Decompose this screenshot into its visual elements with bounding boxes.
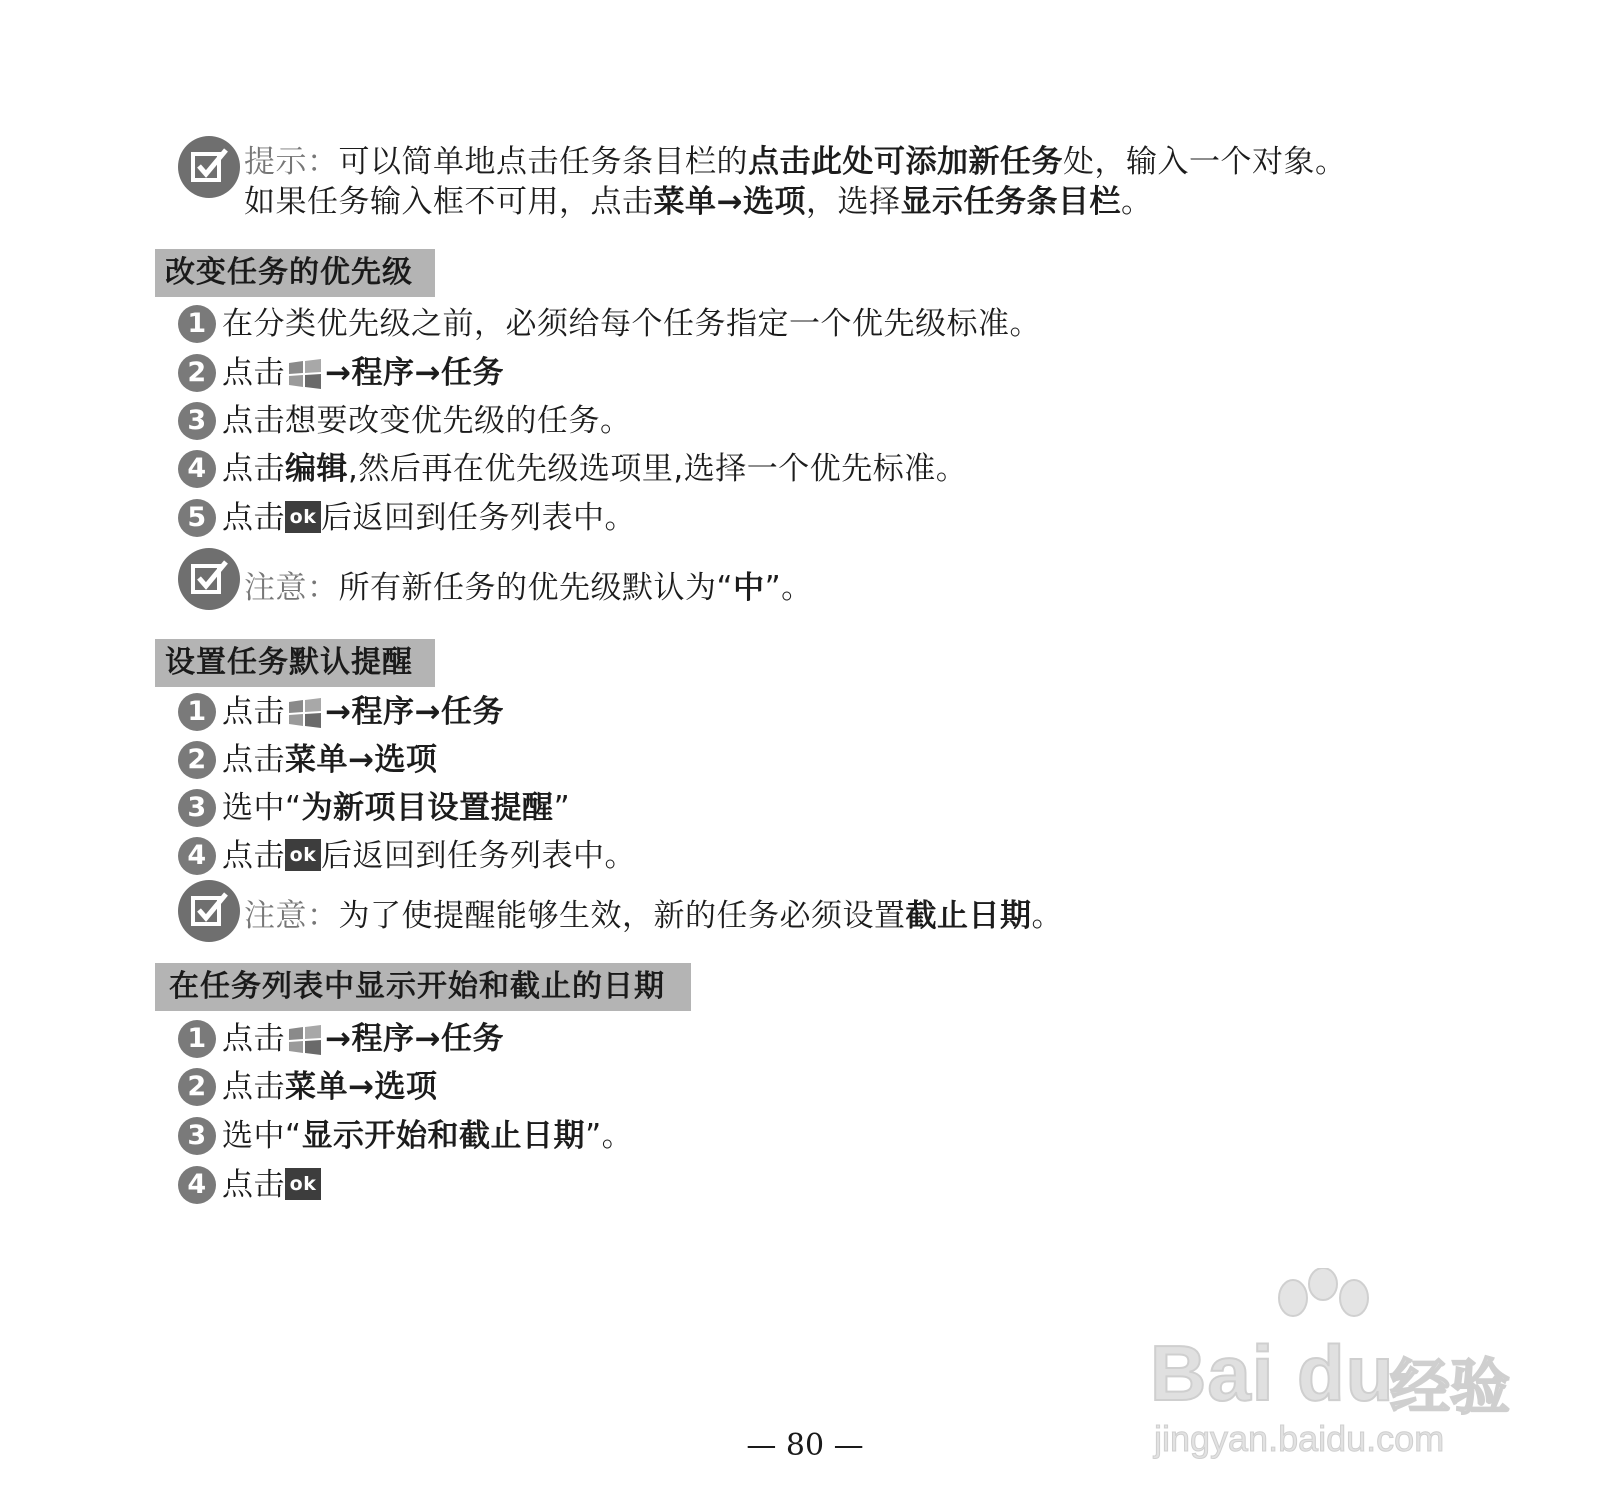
section-header: 设置任务默认提醒 (155, 639, 435, 687)
step-item (178, 1114, 633, 1158)
note-text (244, 896, 1063, 936)
step-bold-text: 选项 (374, 1069, 438, 1105)
step-text: 点击 (222, 500, 285, 536)
step-bold-text: 程序 (351, 694, 415, 730)
section-header: 改变任务的优先级 (155, 249, 435, 297)
tip-text-part: 处，输入一个对象。 (1063, 144, 1347, 180)
step-number: 2 (178, 354, 216, 392)
tip-text-part: 。 (1120, 184, 1153, 220)
page-number: — 80 — (746, 1428, 864, 1463)
step-text: 点击 (222, 838, 285, 874)
step-text: 点击 (222, 694, 285, 730)
step-number: 1 (178, 693, 216, 731)
tip-label: 提示： (244, 144, 339, 180)
step-bold-text: 为新项目设置提醒 (301, 790, 554, 826)
checkbox-note-icon (178, 136, 240, 198)
step-item (178, 834, 636, 878)
section-header: 在任务列表中显示开始和截止的日期 (155, 963, 691, 1011)
step-number: 4 (178, 837, 216, 875)
note-text-part: 所有新任务的优先级默认为“ (338, 570, 734, 606)
watermark-cn: 经验 (1390, 1353, 1510, 1423)
step-text: 在分类优先级之前，必须给每个任务指定一个优先级标准。 (222, 306, 1041, 342)
step-item (178, 1065, 437, 1109)
tip-text-part: 可以简单地点击任务条目栏的 (338, 144, 748, 180)
step-text: ”。 (585, 1118, 634, 1154)
step-item (178, 302, 1041, 346)
arrow: → (414, 694, 441, 730)
step-number: 1 (178, 1020, 216, 1058)
windows-start-icon (285, 696, 325, 726)
step-item (178, 447, 967, 491)
note-bold-part: 截止日期 (905, 898, 1032, 934)
step-item (178, 1163, 321, 1207)
tip-text-part: ，选择 (805, 184, 901, 220)
ok-key-icon: ok (285, 1168, 321, 1200)
tip-bold-part: 点击此处可添加新任务 (748, 144, 1063, 180)
tip-bold-part: 菜单 (653, 184, 717, 220)
step-text: 后返回到任务列表中。 (321, 838, 636, 874)
step-item (178, 1017, 504, 1061)
step-text: 后返回到任务列表中。 (321, 500, 636, 536)
step-text: ,然后再在优先级选项里,选择一个优先标准。 (348, 451, 968, 487)
tip-text (244, 142, 1347, 222)
step-bold-text: 任务 (440, 1021, 504, 1057)
step-text: 点击 (222, 1167, 285, 1203)
step-number: 3 (178, 1117, 216, 1155)
windows-start-icon (285, 357, 325, 387)
step-number: 3 (178, 789, 216, 827)
step-item (178, 351, 504, 395)
arrow: → (325, 355, 352, 391)
step-number: 4 (178, 1166, 216, 1204)
step-number: 3 (178, 402, 216, 440)
step-bold-text: 任务 (440, 355, 504, 391)
step-text: 点击想要改变优先级的任务。 (222, 403, 632, 439)
step-number: 2 (178, 1068, 216, 1106)
note-text-part: 。 (1031, 898, 1063, 934)
arrow: → (325, 1021, 352, 1057)
ok-key-icon: ok (285, 839, 321, 871)
step-bold-text: 显示开始和截止日期 (301, 1118, 586, 1154)
step-bold-text: 任务 (440, 694, 504, 730)
step-bold-text: 选项 (374, 742, 438, 778)
step-item (178, 496, 636, 540)
note-text-part: ”。 (764, 570, 813, 606)
watermark-url: jingyan.baidu.com (1154, 1418, 1445, 1459)
step-text: 点击 (222, 1069, 285, 1105)
step-number: 1 (178, 305, 216, 343)
arrow: → (716, 184, 743, 220)
step-bold-text: 程序 (351, 355, 415, 391)
tip-text-part: 如果任务输入框不可用，点击 (244, 184, 654, 220)
step-bold-text: 程序 (351, 1021, 415, 1057)
step-bold-text: 编辑 (285, 451, 348, 487)
step-number: 2 (178, 741, 216, 779)
arrow: → (325, 694, 352, 730)
step-item (178, 690, 504, 734)
step-text: 点击 (222, 1021, 285, 1057)
step-text: 点击 (222, 742, 285, 778)
arrow: → (348, 1069, 375, 1105)
step-bold-text: 菜单 (285, 1069, 348, 1105)
step-text: 选中“ (222, 790, 302, 826)
arrow: → (414, 1021, 441, 1057)
arrow: → (348, 742, 375, 778)
step-number: 4 (178, 450, 216, 488)
step-text: 选中“ (222, 1118, 302, 1154)
ok-key-icon: ok (285, 501, 321, 533)
checkbox-note-icon (178, 880, 240, 942)
note-label: 注意： (244, 898, 339, 934)
watermark-logo: Bai du (1150, 1329, 1395, 1417)
tip-bold-part: 显示任务条目栏 (900, 184, 1121, 220)
step-item (178, 738, 437, 782)
step-item (178, 399, 632, 443)
arrow: → (414, 355, 441, 391)
step-text: ” (553, 790, 571, 826)
checkbox-note-icon (178, 548, 240, 610)
step-item (178, 786, 570, 830)
step-text: 点击 (222, 451, 285, 487)
step-text: 点击 (222, 355, 285, 391)
step-bold-text: 菜单 (285, 742, 348, 778)
note-label: 注意： (244, 570, 339, 606)
note-text-part: 为了使提醒能够生效，新的任务必须设置 (338, 898, 906, 934)
tip-bold-part: 选项 (742, 184, 806, 220)
windows-start-icon (285, 1023, 325, 1053)
note-bold-part: 中 (733, 570, 765, 606)
note-text (244, 568, 813, 608)
step-number: 5 (178, 499, 216, 537)
